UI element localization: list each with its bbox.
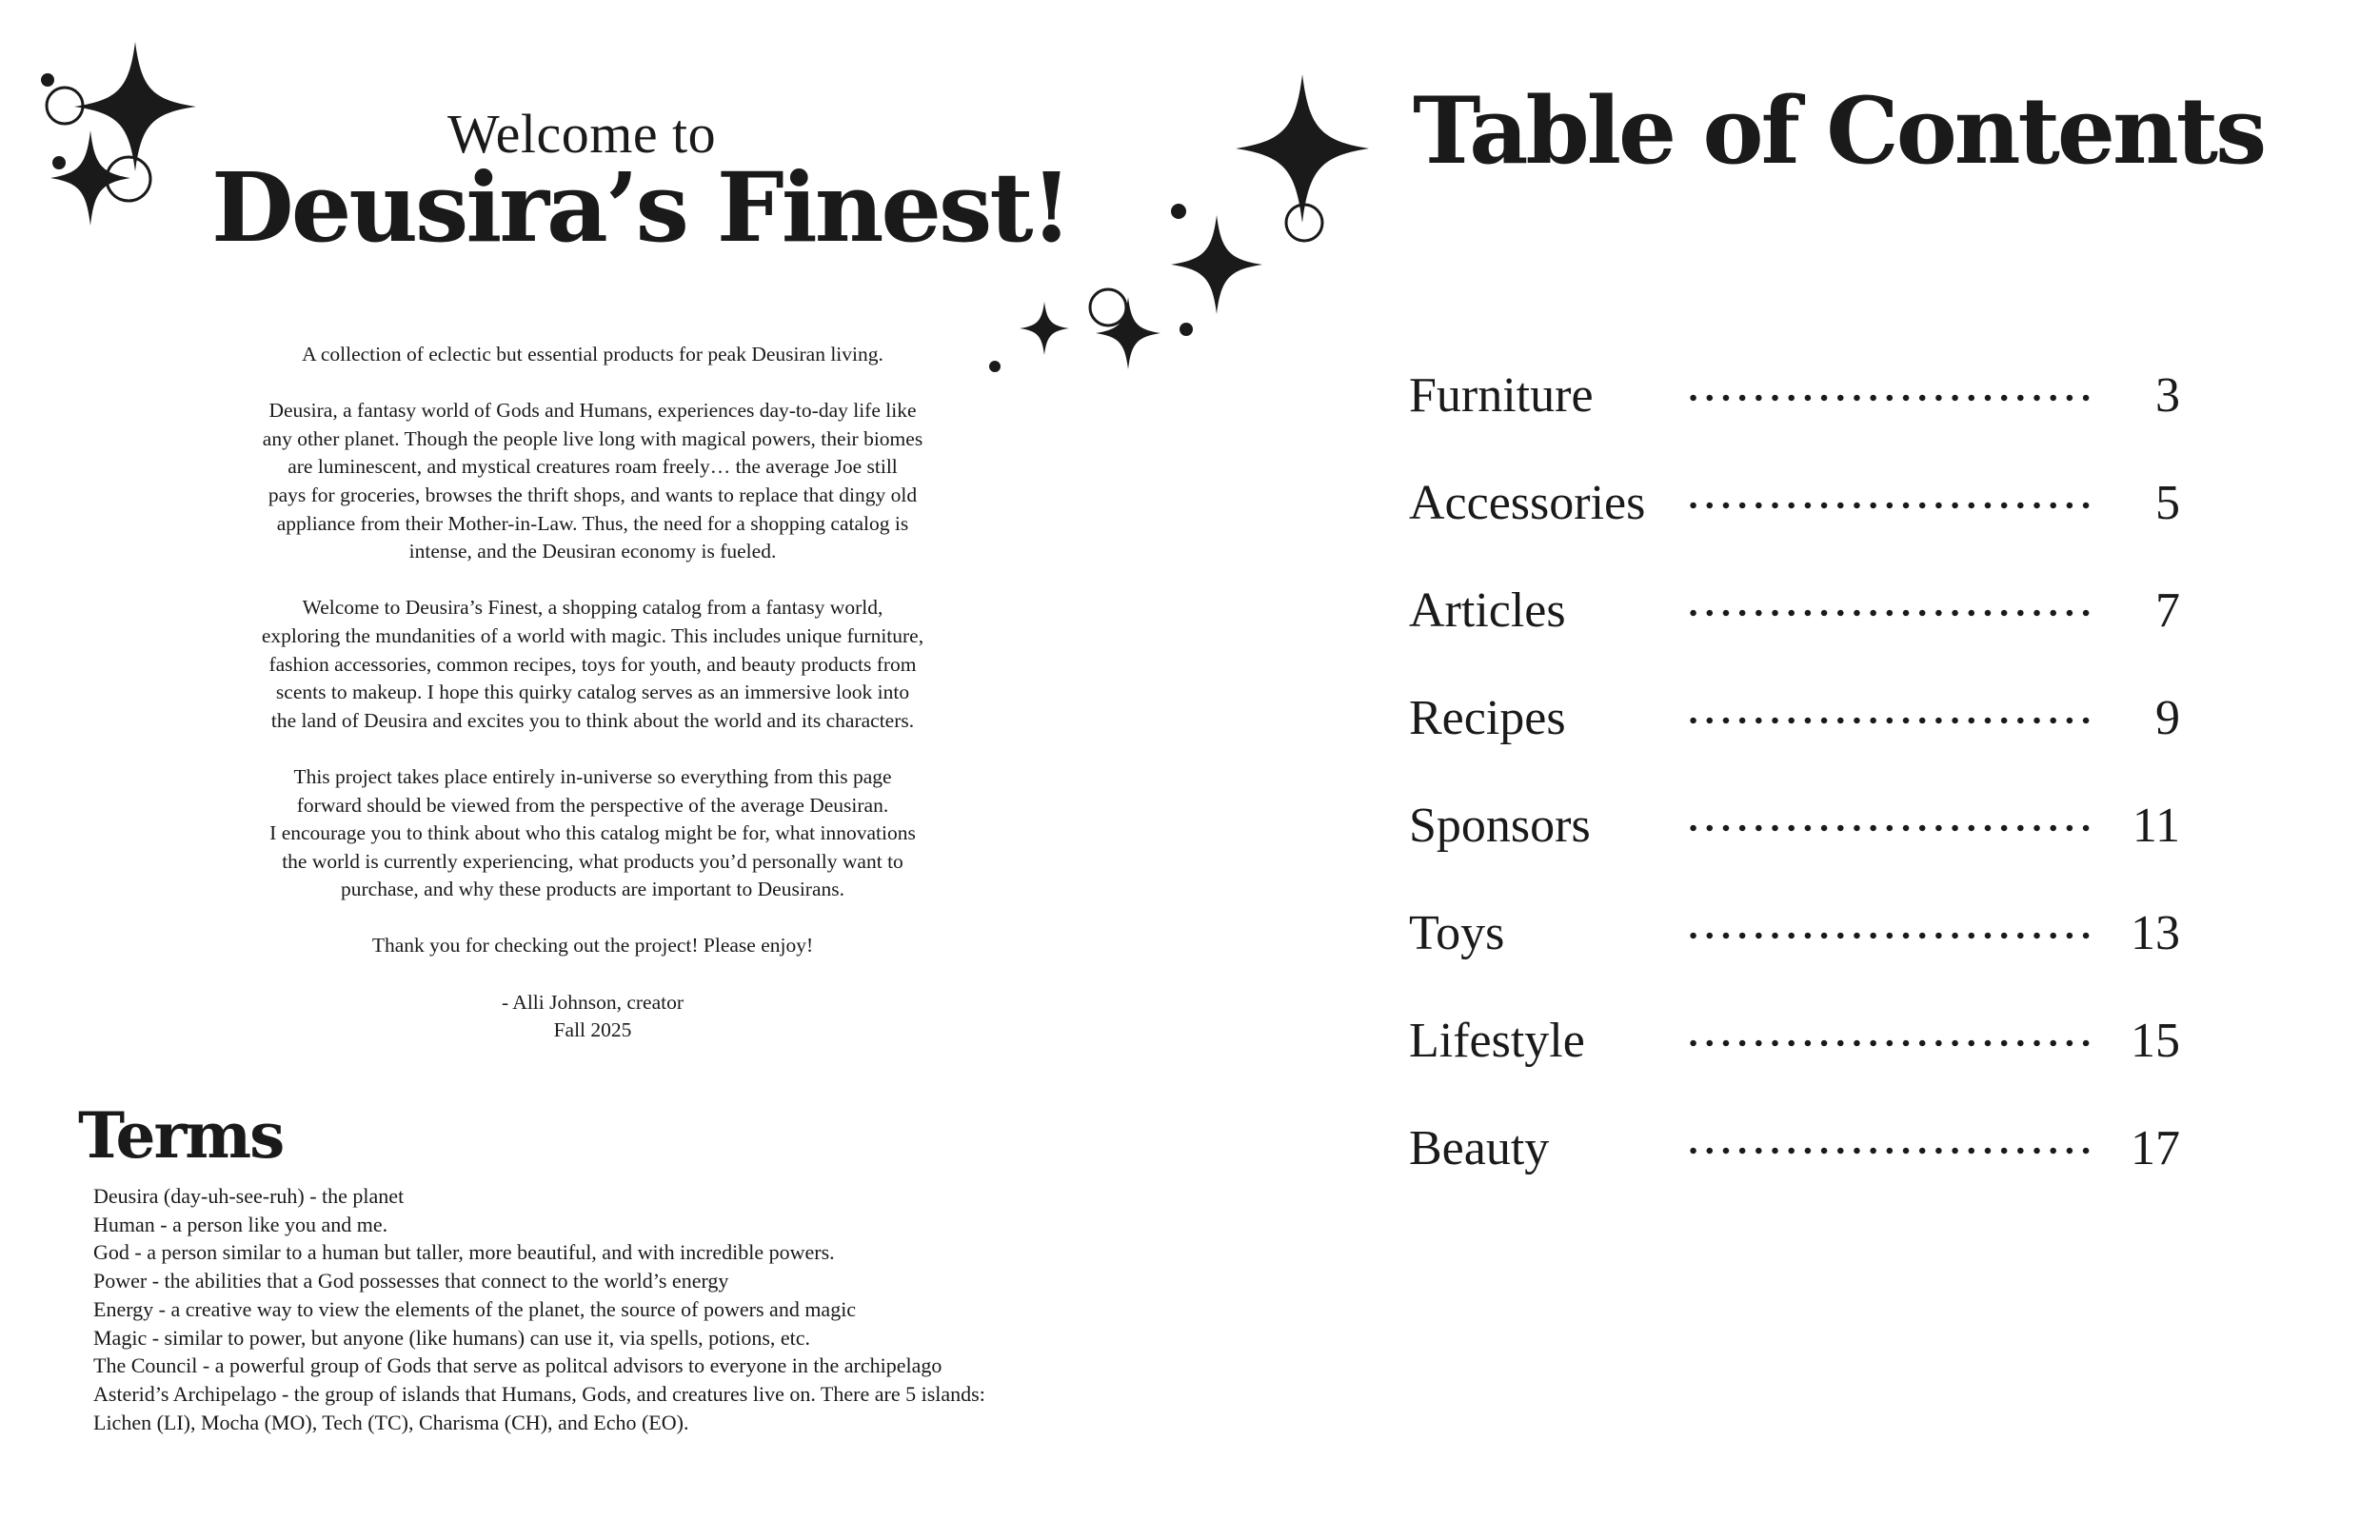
- sparkle-icon: [50, 130, 130, 226]
- dot-icon: [41, 73, 54, 87]
- intro-paragraph: Thank you for checking out the project! Please enjoy!: [371, 934, 814, 958]
- toc-entry-beauty[interactable]: [1409, 1111, 2180, 1187]
- dot-icon: [1171, 204, 1186, 219]
- intro-line: the land of Deusira and excites you to think about the world and its characters.: [270, 708, 915, 732]
- intro-line: are luminescent, and mystical creatures roam freely… the average Joe still: [288, 455, 898, 479]
- toc-entry-page: 15: [2131, 1014, 2180, 1068]
- term-item: God - a person similar to a human but taller, more beautiful, and with incredible powers.: [93, 1240, 835, 1265]
- dot-leader: [1685, 932, 2090, 939]
- dot-leader: [1685, 394, 2090, 402]
- intro-line: Welcome to Deusira’s Finest, a shopping catalog from a fantasy world,: [302, 596, 883, 620]
- toc-entry-page: 5: [2155, 476, 2180, 530]
- toc-entry-label: Toys: [1409, 906, 1505, 960]
- ring-icon: [1090, 289, 1126, 326]
- intro-line: intense, and the Deusiran economy is fueled.: [408, 540, 777, 563]
- dot-leader: [1685, 609, 2090, 617]
- toc-entry-page: 9: [2155, 691, 2180, 745]
- term-item: Magic - similar to power, but anyone (like humans) can use it, via spells, potions, etc.: [93, 1325, 811, 1350]
- intro-line: forward should be viewed from the perspective of the average Deusiran.: [296, 793, 889, 817]
- sparkle-icon: [1171, 215, 1262, 314]
- toc-entry-label: Recipes: [1409, 691, 1566, 745]
- dot-leader: [1685, 824, 2090, 832]
- toc-entry-accessories[interactable]: [1409, 465, 2180, 542]
- intro-line: Deusira, a fantasy world of Gods and Humans, experiences day-to-day life like: [268, 399, 917, 423]
- toc-entry-recipes[interactable]: [1409, 681, 2180, 757]
- dot-icon: [52, 156, 66, 169]
- dot-leader: [1685, 502, 2090, 509]
- term-item: The Council - a powerful group of Gods that serve as politcal advisors to everyone in the archipelago: [93, 1353, 942, 1378]
- toc-entry-page: 7: [2155, 583, 2180, 638]
- signature-date: Fall 2025: [553, 1018, 632, 1042]
- toc-entry-sponsors[interactable]: [1409, 788, 2180, 864]
- toc-entry-label: Lifestyle: [1409, 1014, 1585, 1068]
- sparkle-icon: [1096, 297, 1160, 369]
- toc-entry-toys[interactable]: [1409, 896, 2180, 972]
- intro-line: pays for groceries, browses the thrift shops, and wants to replace that dingy old: [268, 483, 918, 506]
- term-item: Human - a person like you and me.: [93, 1212, 388, 1236]
- toc-entry-page: 13: [2131, 906, 2180, 960]
- sparkle-icon: [1020, 302, 1069, 355]
- toc-entry-page: 11: [2132, 799, 2180, 853]
- intro-line: This project takes place entirely in-universe so everything from this page: [293, 764, 892, 788]
- intro-paragraph: [205, 763, 981, 904]
- dot-leader: [1685, 717, 2090, 724]
- intro-paragraph: [205, 594, 981, 735]
- dot-leader: [1685, 1039, 2090, 1047]
- toc-entry-label: Sponsors: [1409, 799, 1591, 853]
- toc-entry-articles[interactable]: [1409, 573, 2180, 649]
- toc-entry-lifestyle[interactable]: [1409, 1003, 2180, 1079]
- intro-paragraph: A collection of eclectic but essential products for peak Deusiran living.: [302, 343, 883, 365]
- term-item: Lichen (LI), Mocha (MO), Tech (TC), Charisma (CH), and Echo (EO).: [93, 1410, 689, 1434]
- toc-entry-page: 3: [2155, 368, 2180, 423]
- sparkle-icon: [1236, 74, 1369, 223]
- welcome-title: Deusira’s Finest!: [211, 151, 1070, 264]
- signature: [205, 989, 981, 1045]
- intro-line: fashion accessories, common recipes, toys for youth, and beauty products from: [268, 652, 917, 676]
- terms-list: [93, 1182, 1140, 1436]
- dot-icon: [989, 361, 1001, 372]
- intro-line: exploring the mundanities of a world with magic. This includes unique furniture,: [261, 623, 924, 647]
- toc-entry-label: Accessories: [1409, 476, 1646, 530]
- intro-line: appliance from their Mother-in-Law. Thus, the need for a shopping catalog is: [276, 511, 909, 535]
- intro-line: I encourage you to think about who this catalog might be for, what innovations: [269, 821, 916, 845]
- toc-entry-label: Articles: [1409, 583, 1566, 638]
- ring-icon: [1286, 205, 1322, 241]
- intro-line: the world is currently experiencing, what products you’d personally want to: [282, 849, 903, 873]
- intro-paragraph: [205, 397, 981, 566]
- signature-name: - Alli Johnson, creator: [501, 990, 684, 1014]
- term-item: Power - the abilities that a God possesses that connect to the world’s energy: [93, 1269, 729, 1293]
- welcome-subheading: Welcome to: [447, 103, 717, 165]
- intro-text: [205, 341, 981, 1045]
- ring-icon: [107, 157, 150, 201]
- toc-entry-page: 17: [2131, 1121, 2180, 1175]
- dot-icon: [1180, 323, 1193, 336]
- term-item: Asterid’s Archipelago - the group of islands that Humans, Gods, and creatures live on. There are 5 islands:: [93, 1381, 985, 1406]
- toc-entry-furniture[interactable]: [1409, 358, 2180, 434]
- terms-heading: Terms: [78, 1098, 284, 1173]
- ring-icon: [47, 88, 83, 124]
- intro-line: any other planet. Though the people live long with magical powers, their biomes: [262, 426, 923, 450]
- dot-leader: [1685, 1147, 2090, 1155]
- term-item: Energy - a creative way to view the elements of the planet, the source of powers and magic: [93, 1296, 857, 1321]
- term-item: Deusira (day-uh-see-ruh) - the planet: [93, 1184, 405, 1208]
- intro-line: purchase, and why these products are important to Deusirans.: [341, 878, 844, 901]
- toc-title: Table of Contents: [1413, 77, 2265, 185]
- sparkle-icon: [74, 42, 196, 171]
- toc-entry-label: Furniture: [1409, 368, 1594, 423]
- intro-line: scents to makeup. I hope this quirky catalog serves as an immersive look into: [275, 681, 910, 704]
- toc-entry-label: Beauty: [1409, 1121, 1550, 1175]
